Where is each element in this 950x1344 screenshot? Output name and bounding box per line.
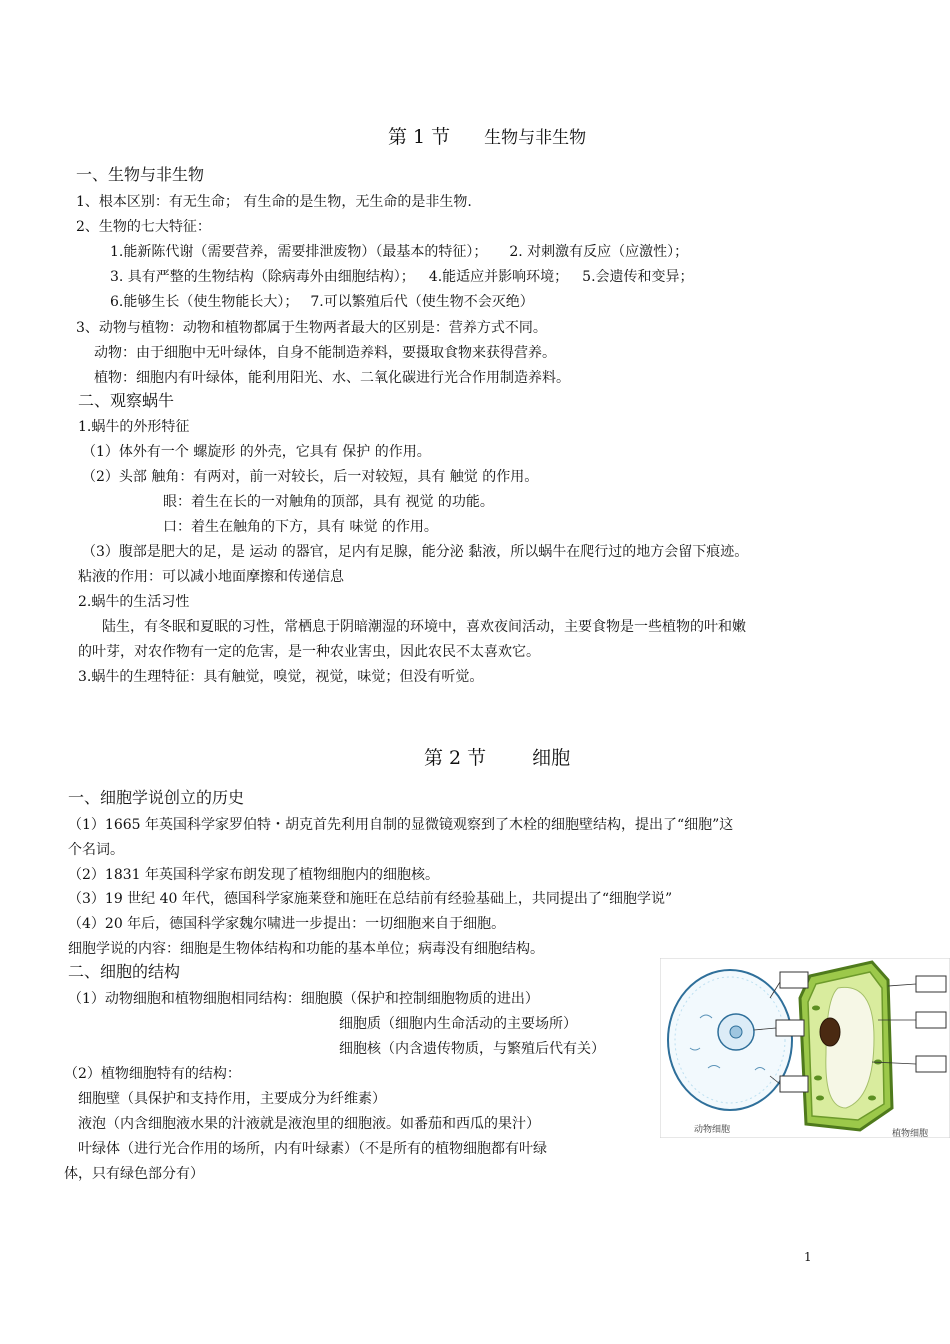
cell-diagram-svg bbox=[660, 958, 950, 1138]
snail-eyes: 眼：着生在长的一对触角的顶部，具有 视觉 的功能。 bbox=[163, 494, 494, 510]
snail-physiology: 3.蜗牛的生理特征：具有触觉，嗅觉，视觉，味觉；但没有听觉。 bbox=[78, 669, 484, 685]
section1-title-name: 生物与非生物 bbox=[484, 128, 587, 148]
section1-title-number: 第 1 节 bbox=[388, 126, 451, 148]
plant-cell-nucleus bbox=[820, 1018, 840, 1046]
snail-habits-1: 陆生，有冬眠和夏眠的习性，常栖息于阴暗潮湿的环境中，喜欢夜间活动，主要食物是一些植物的叶和嫩 bbox=[102, 619, 746, 635]
snail-foot: （3）腹部是肥大的足，是 运动 的器官，足内有足腺，能分泌 黏液，所以蜗牛在爬行过的地方会留下痕迹。 bbox=[82, 544, 749, 560]
section2-title-number: 第 2 节 bbox=[424, 747, 487, 769]
snail-mucus: 粘液的作用：可以减小地面摩擦和传递信息 bbox=[78, 569, 344, 585]
history-1-cont: 个名词。 bbox=[68, 842, 124, 858]
feature-line-2 bbox=[110, 267, 694, 287]
para-plant: 植物：细胞内有叶绿体，能利用阳光、水、二氧化碳进行光合作用制造养料。 bbox=[94, 370, 570, 386]
snail-tentacles: （2）头部 触角：有两对，前一对较长，后一对较短，具有 触觉 的作用。 bbox=[82, 469, 539, 485]
plant-label-box-1 bbox=[916, 976, 946, 992]
heading-observe-snail: 二、观察蜗牛 bbox=[78, 391, 175, 410]
plant-chloroplast-cont: 体，只有绿色部分有） bbox=[64, 1166, 204, 1182]
snail-habits-heading: 2.蜗牛的生活习性 bbox=[78, 594, 190, 610]
page-number: 1 bbox=[804, 1250, 812, 1264]
feature-1: 1.能新陈代谢（需要营养，需要排泄废物）（最基本的特征）； bbox=[110, 244, 488, 260]
snail-shell: （1）体外有一个 螺旋形 的外壳，它具有 保护 的作用。 bbox=[82, 444, 431, 460]
snail-habits-2: 的叶芽，对农作物有一定的危害，是一种农业害虫，因此农民不太喜欢它。 bbox=[78, 644, 540, 660]
section1-title bbox=[388, 124, 586, 151]
para-fundamental-difference: 1、根本区别：有无生命； 有生命的是生物，无生命的是非生物. bbox=[76, 194, 472, 210]
para-seven-features: 2、生物的七大特征： bbox=[76, 219, 211, 235]
feature-2: 2. 对刺激有反应（应激性）； bbox=[509, 244, 689, 260]
animal-label-box-3 bbox=[780, 1076, 808, 1092]
plant-label-box-2 bbox=[916, 1012, 946, 1028]
plant-specific-heading: （2）植物细胞特有的结构： bbox=[64, 1066, 241, 1082]
history-2: （2）1831 年英国科学家布朗发现了植物细胞内的细胞核。 bbox=[68, 867, 439, 883]
snail-mouth: 口：着生在触角的下方，具有 味觉 的作用。 bbox=[163, 519, 438, 535]
section2-title bbox=[424, 745, 570, 771]
animal-cell-nucleolus bbox=[730, 1026, 742, 1038]
feature-4: 4.能适应并影响环境； bbox=[428, 269, 569, 285]
plant-vacuole: 液泡（内含细胞液水果的汁液就是液泡里的细胞液。如番茄和西瓜的果汁） bbox=[78, 1116, 540, 1132]
history-1: （1）1665 年英国科学家罗伯特・胡克首先利用自制的显微镜观察到了木栓的细胞壁结构，提出了“细胞”这 bbox=[68, 817, 734, 833]
history-3: （3）19 世纪 40 年代，德国科学家施莱登和施旺在总结前有经验基础上，共同提出了“细胞学说” bbox=[68, 891, 673, 907]
plant-label-box-3 bbox=[916, 1056, 946, 1072]
animal-cell-caption: 动物细胞 bbox=[694, 1125, 731, 1135]
plant-chloroplast: 叶绿体（进行光合作用的场所，内有叶绿素）（不是所有的植物细胞都有叶绿 bbox=[78, 1141, 547, 1157]
snail-appearance-heading: 1.蜗牛的外形特征 bbox=[78, 419, 190, 435]
section2-title-name: 细胞 bbox=[532, 747, 571, 769]
common-structure-nucleus: 细胞核（内含遗传物质，与繁殖后代有关） bbox=[339, 1041, 605, 1057]
cell-diagram bbox=[660, 958, 950, 1138]
plant-cell-caption: 植物细胞 bbox=[892, 1129, 929, 1138]
para-animal-plant: 3、动物与植物：动物和植物都属于生物两者最大的区别是：营养方式不同。 bbox=[76, 320, 547, 336]
feature-5: 5.会遗传和变异； bbox=[582, 269, 694, 285]
heading-cell-structure: 二、细胞的结构 bbox=[68, 962, 181, 981]
animal-label-box-1 bbox=[780, 972, 808, 988]
common-structure-cytoplasm: 细胞质（细胞内生命活动的主要场所） bbox=[339, 1016, 577, 1032]
heading-living-nonliving: 一、生物与非生物 bbox=[76, 165, 205, 184]
history-4: （4）20 年后，德国科学家魏尔啸进一步提出：一切细胞来自于细胞。 bbox=[68, 916, 506, 932]
heading-cell-theory-history: 一、细胞学说创立的历史 bbox=[68, 788, 245, 807]
plant-cell-wall: 细胞壁（具保护和支持作用，主要成分为纤维素） bbox=[78, 1091, 386, 1107]
feature-7: 7.可以繁殖后代（使生物不会灭绝） bbox=[310, 294, 534, 310]
common-structure-membrane: （1）动物细胞和植物细胞相同结构：细胞膜（保护和控制细胞物质的进出） bbox=[68, 991, 539, 1007]
feature-line-3 bbox=[110, 292, 534, 312]
animal-label-box-2 bbox=[776, 1020, 804, 1036]
para-animal: 动物：由于细胞中无叶绿体，自身不能制造养料，要摄取食物来获得营养。 bbox=[94, 345, 556, 361]
feature-line-1 bbox=[110, 242, 688, 262]
feature-6: 6.能够生长（使生物能长大）； bbox=[110, 294, 299, 310]
feature-3: 3. 具有严整的生物结构（除病毒外由细胞结构）； bbox=[110, 269, 415, 285]
cell-theory-content: 细胞学说的内容：细胞是生物体结构和功能的基本单位；病毒没有细胞结构。 bbox=[68, 941, 544, 957]
